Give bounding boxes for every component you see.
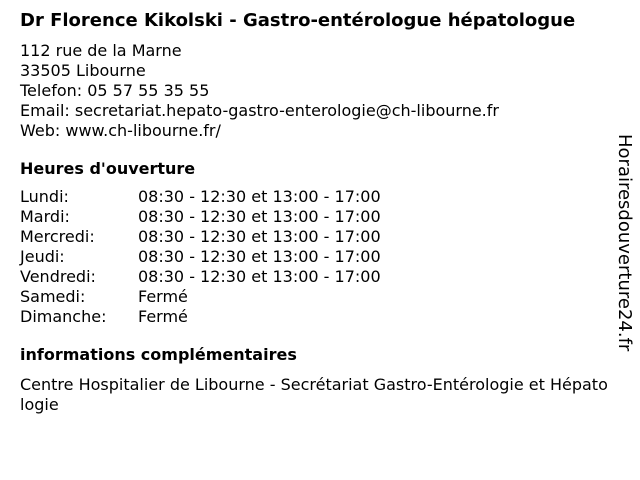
- opening-hours-table: [20, 187, 381, 327]
- hours-row: [20, 207, 381, 227]
- hours-row: [20, 187, 381, 207]
- hours-row: [20, 287, 381, 307]
- phone-number: Telefon: 05 57 55 35 55: [20, 81, 210, 100]
- hours-row: [20, 247, 381, 267]
- day-label: Lundi:: [20, 187, 69, 206]
- day-label: Dimanche:: [20, 307, 107, 326]
- site-watermark: Horairesdouverture24.fr: [614, 134, 635, 352]
- day-label: Vendredi:: [20, 267, 96, 286]
- day-label: Mercredi:: [20, 227, 95, 246]
- hours-heading: Heures d'ouverture: [20, 159, 196, 178]
- website: Web: www.ch-libourne.fr/: [20, 121, 221, 140]
- day-hours: 08:30 - 12:30 et 13:00 - 17:00: [138, 267, 381, 286]
- day-hours: 08:30 - 12:30 et 13:00 - 17:00: [138, 187, 381, 206]
- day-hours: 08:30 - 12:30 et 13:00 - 17:00: [138, 247, 381, 266]
- day-label: Samedi:: [20, 287, 86, 306]
- day-hours: Fermé: [138, 307, 188, 326]
- info-heading: informations complémentaires: [20, 345, 297, 364]
- day-hours: 08:30 - 12:30 et 13:00 - 17:00: [138, 227, 381, 246]
- street-address: 112 rue de la Marne: [20, 41, 182, 60]
- address-block: [20, 41, 600, 141]
- hours-row: [20, 267, 381, 287]
- email-address: Email: secretariat.hepato-gastro-enterologie@ch-libourne.fr: [20, 101, 499, 120]
- day-hours: 08:30 - 12:30 et 13:00 - 17:00: [138, 207, 381, 226]
- page-title: Dr Florence Kikolski - Gastro-entérologue hépatologue: [20, 10, 576, 31]
- listing-card: [20, 10, 608, 415]
- day-label: Mardi:: [20, 207, 70, 226]
- info-text: Centre Hospitalier de Libourne - Secrétariat Gastro-Entérologie et Hépatologie: [20, 375, 608, 414]
- hours-row: [20, 307, 381, 327]
- day-hours: Fermé: [138, 287, 188, 306]
- city: 33505 Libourne: [20, 61, 146, 80]
- day-label: Jeudi:: [20, 247, 65, 266]
- hours-row: [20, 227, 381, 247]
